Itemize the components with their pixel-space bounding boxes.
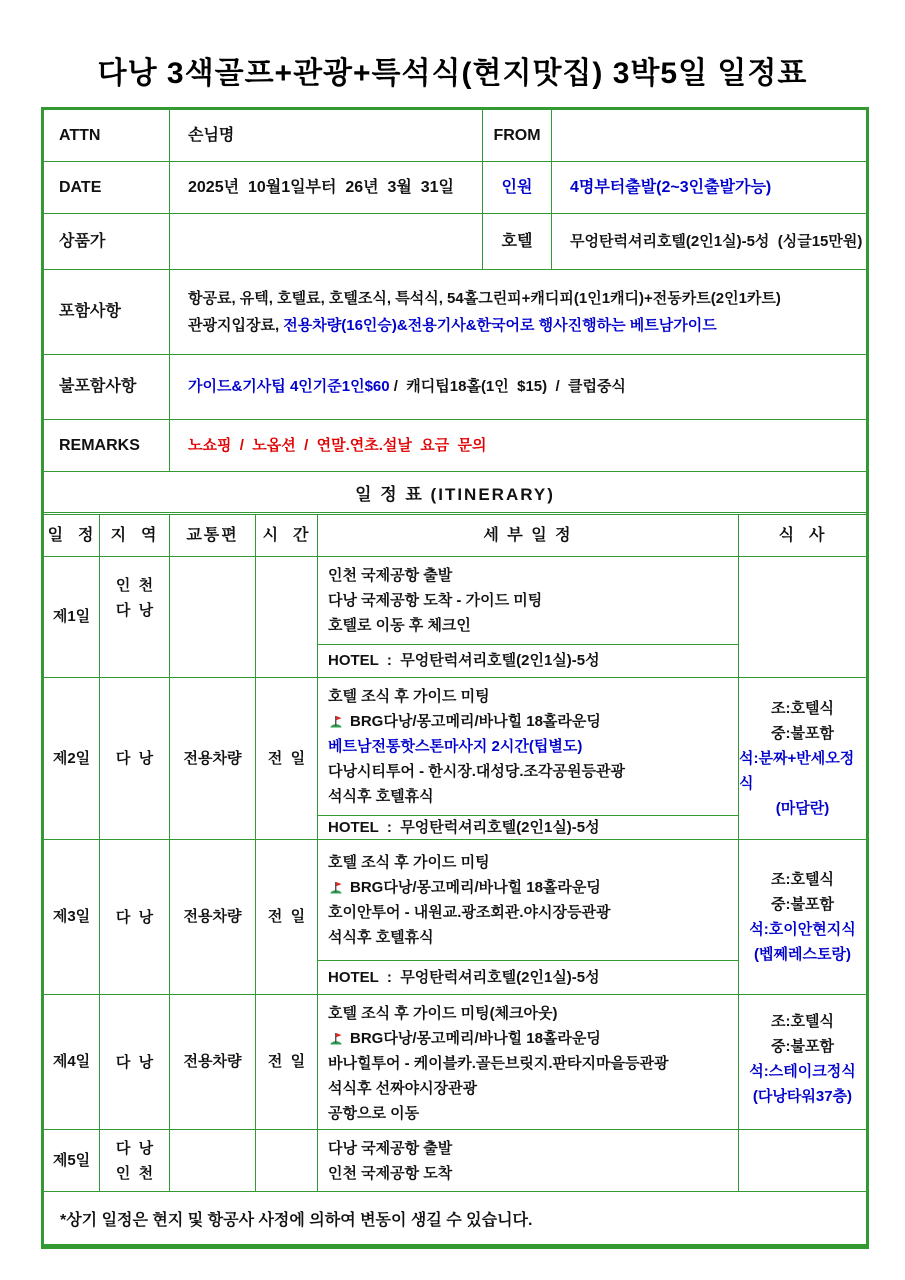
day1-label: 제1일 [44,557,100,677]
day5-transport [170,1130,256,1191]
col-header-region: 지 역 [100,515,170,556]
day5-time [256,1130,318,1191]
price-value [170,214,483,269]
day3-meal [739,840,866,994]
day3-detail-line: 호이안투어 - 내원교.광조회관.야시장등관광 [328,904,611,921]
include-value [170,270,866,354]
exclude-black: / 캐디팁18홀(1인 $15) / 클럽중식 [389,378,626,395]
meal-venue: (벱쩨레스토랑) [754,946,851,963]
pax-label: 인원 [483,162,552,213]
day4-detail-line: BRG다낭/몽고메리/바나힐 18홀라운딩 [328,1026,728,1051]
day-row-1 [44,557,866,678]
date-label: DATE [44,162,170,213]
pax-value: 4명부터출발(2~3인출발가능) [570,178,772,196]
day3-detail-line: 석식후 호텔휴식 [328,929,434,946]
day3-hotel-line: HOTEL : 무엉탄럭셔리호텔(2인1실)-5성 [318,960,738,994]
day2-detail-line: 석식후 호텔휴식 [328,788,434,805]
day4-meal [739,995,866,1129]
include-line-2-blue: 전용차량(16인승)&전용기사&한국어로 행사진행하는 베트남가이드 [283,317,717,334]
main-table [41,107,869,1249]
meal-breakfast: 조:호텔식 [771,871,834,888]
day3-detail-line: 호텔 조식 후 가이드 미팅 [328,854,490,871]
from-value [552,110,866,161]
day-row-5 [44,1130,866,1192]
exclude-value [170,355,866,419]
day2-detail-line: 호텔 조식 후 가이드 미팅 [328,688,490,705]
day1-detail [318,557,739,677]
exclude-label: 불포함사항 [44,355,170,419]
day2-meal [739,678,866,839]
day2-region [100,678,170,839]
day2-time: 전 일 [256,678,318,839]
footer-note: *상기 일정은 현지 및 항공사 사정에 의하여 변동이 생길 수 있습니다. [60,1211,533,1229]
day4-detail-line: 바나힐투어 - 케이블카.골든브릿지.판타지마을등관광 [328,1055,669,1072]
day4-detail-line: 공항으로 이동 [328,1105,420,1122]
day2-label: 제2일 [44,678,100,839]
day3-region [100,840,170,994]
meal-venue: (마담란) [775,800,830,817]
day2-detail-line: 베트남전통핫스톤마사지 2시간(팁별도) [328,738,583,755]
page-title: 다낭 3색골프+관광+특석식(현지맛집) 3박5일 일정표 [97,57,808,90]
day3-time: 전 일 [256,840,318,994]
golf-flag-icon [328,714,344,730]
include-line-2-black: 관광지입장료, [188,317,284,334]
itinerary-banner: 일 정 표 (ITINERARY) [44,472,866,515]
attn-row [44,110,866,162]
day2-detail-line: BRG다낭/몽고메리/바나힐 18홀라운딩 [328,709,728,734]
include-row [44,270,866,355]
day1-region-line1: 인 천 [115,577,154,594]
day1-meal [739,557,866,677]
hotel-value: 무엉탄럭셔리호텔(2인1실)-5성 (싱글15만원) [570,232,863,250]
day5-label: 제5일 [44,1130,100,1191]
meal-breakfast: 조:호텔식 [771,1013,834,1030]
day2-region-line1: 다 낭 [115,750,154,767]
remarks-row [44,420,866,472]
attn-label: ATTN [44,110,170,161]
day3-region-line1: 다 낭 [115,908,154,926]
day5-meal [739,1130,866,1191]
day5-detail-line: 인천 국제공항 도착 [328,1165,453,1182]
day4-label: 제4일 [44,995,100,1129]
meal-breakfast: 조:호텔식 [771,700,834,717]
exclude-row [44,355,866,420]
date-value: 2025년 10월1일부터 26년 3월 31일 [170,162,483,213]
day2-detail-line: 다낭시티투어 - 한시장.대성당.조각공원등관광 [328,763,625,780]
day2-hotel-line: HOTEL : 무엉탄럭셔리호텔(2인1실)-5성 [318,815,738,839]
day1-detail-line: 인천 국제공항 출발 [328,567,453,584]
price-row [44,214,866,270]
exclude-blue: 가이드&기사팁 4인기준1인$60 [188,378,390,395]
meal-dinner: 석:스테이크정식 [749,1063,856,1080]
remarks-value: 노쇼핑 / 노옵션 / 연말.연초.설날 요금 문의 [188,436,487,454]
from-label: FROM [483,110,552,161]
day1-time [256,557,318,677]
day4-time: 전 일 [256,995,318,1129]
meal-lunch: 중:불포함 [771,896,834,913]
day4-detail [318,995,739,1129]
day1-region-line2: 다 낭 [115,602,154,619]
remarks-label: REMARKS [44,420,170,471]
day3-label: 제3일 [44,840,100,994]
day5-detail-line: 다낭 국제공항 출발 [328,1140,453,1157]
itinerary-header-row [44,515,866,557]
day2-transport: 전용차량 [170,678,256,839]
day4-detail-line: 석식후 선짜야시장관광 [328,1080,478,1097]
day4-region [100,995,170,1129]
meal-venue: (다낭타워37층) [752,1088,853,1105]
day1-transport [170,557,256,677]
day5-detail [318,1130,739,1191]
day3-transport: 전용차량 [170,840,256,994]
col-header-meal: 식 사 [778,526,827,544]
day4-region-line1: 다 낭 [115,1053,154,1071]
day4-transport: 전용차량 [170,995,256,1129]
meal-lunch: 중:불포함 [771,1038,834,1055]
day1-detail-line: 다낭 국제공항 도착 - 가이드 미팅 [328,592,543,609]
meal-dinner: 석:호이안현지식 [749,921,856,938]
day-row-2 [44,678,866,840]
col-header-transport: 교통편 [170,515,256,556]
day-row-4 [44,995,866,1130]
day3-detail [318,840,739,994]
day1-hotel-line: HOTEL : 무엉탄럭셔리호텔(2인1실)-5성 [318,644,738,677]
day3-detail-line: BRG다낭/몽고메리/바나힐 18홀라운딩 [328,875,728,900]
golf-flag-icon [328,880,344,896]
col-header-day: 일 정 [44,515,100,556]
day4-detail-line: 호텔 조식 후 가이드 미팅(체크아웃) [328,1005,558,1022]
include-line-1: 항공료, 유텍, 호텔료, 호텔조식, 특석식, 54홀그린피+캐디피(1인1캐디)+전동카트(2인1카트) [188,290,781,307]
include-line-2 [188,312,717,339]
price-label: 상품가 [44,214,170,269]
col-header-time: 시 간 [256,515,318,556]
golf-flag-icon [328,1031,344,1047]
day5-region-line1: 다 낭 [115,1139,154,1157]
date-row [44,162,866,214]
col-header-detail: 세 부 일 정 [318,515,739,556]
day5-region [100,1130,170,1191]
day5-region-line2: 인 천 [115,1164,154,1182]
meal-lunch: 중:불포함 [771,725,834,742]
meal-dinner: 석:분짜+반세오정식 [739,750,855,792]
day1-region [100,557,170,677]
day2-detail [318,678,739,839]
hotel-label: 호텔 [483,214,552,269]
attn-value: 손님명 [170,110,483,161]
day-row-3 [44,840,866,995]
day1-detail-line: 호텔로 이동 후 체크인 [328,617,471,634]
include-label: 포함사항 [44,270,170,354]
